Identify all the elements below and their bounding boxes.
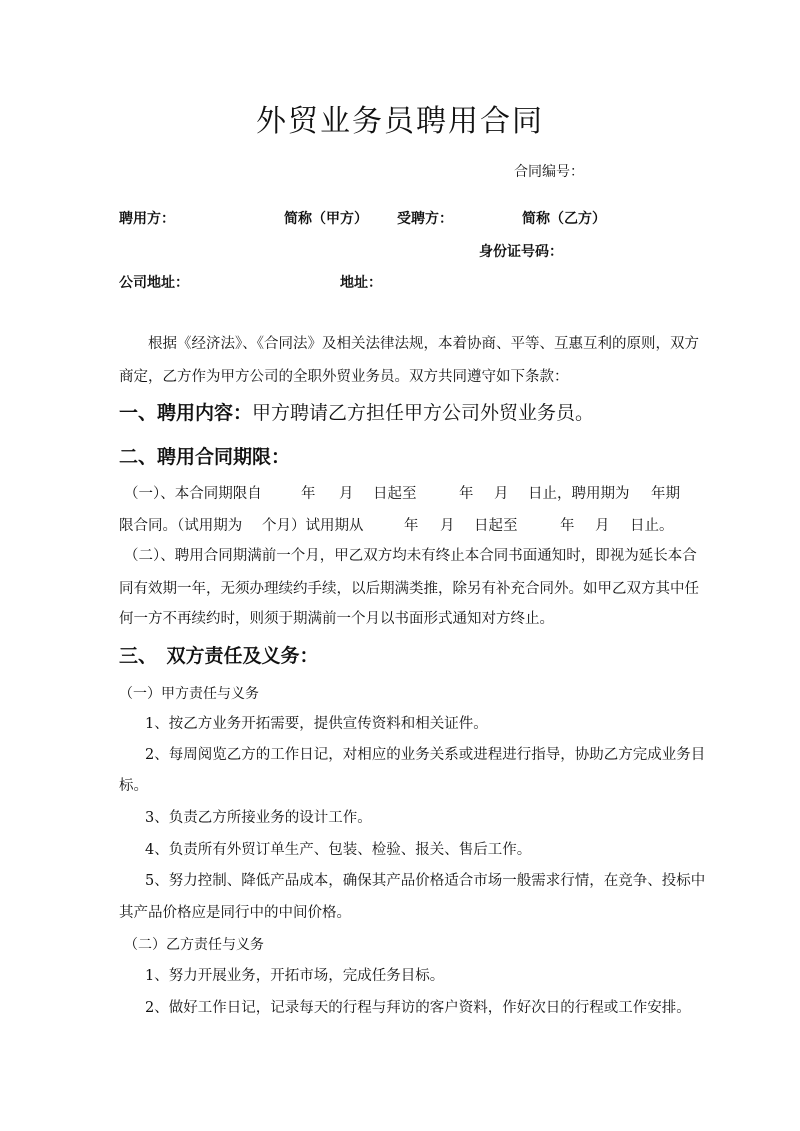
company-address-label: 公司地址：: [119, 275, 189, 291]
term-text: 日起至: [474, 518, 518, 534]
term-text: 年: [459, 486, 474, 502]
employer-short-label: 简称（甲方）: [284, 211, 368, 227]
term-text: 限合同。（试用期为: [119, 518, 243, 534]
term-text: （一）、本合同期限自: [124, 486, 262, 502]
term-text: 日止，聘用期为: [528, 486, 630, 502]
term-text: 年: [560, 518, 575, 534]
renewal-line-1: （二）、聘用合同期满前一个月，甲乙双方均未有终止本合同书面通知时，即视为延长本合: [124, 548, 697, 564]
intro-line-2: 商定，乙方作为甲方公司的全职外贸业务员。双方共同遵守如下条款：: [119, 369, 569, 385]
section-3-heading: 三、 双方责任及义务：: [119, 645, 319, 667]
renewal-line-3: 何一方不再续约时，则须于期满前一个月以书面形式通知对方终止。: [119, 611, 554, 627]
section-2-heading: 二、聘用合同期限：: [119, 446, 291, 468]
document-title: 外贸业务员聘用合同: [256, 104, 544, 139]
party-a-item: 3、负责乙方所接业务的设计工作。: [145, 810, 372, 826]
term-text: 月: [440, 518, 455, 534]
party-a-item: 其产品价格应是同行中的中间价格。: [119, 905, 351, 921]
party-b-item: 1、努力开展业务，开拓市场，完成任务目标。: [145, 968, 445, 984]
term-text: 月: [595, 518, 610, 534]
term-text: 月: [494, 486, 509, 502]
employer-label: 聘用方：: [119, 211, 175, 227]
address-label: 地址：: [340, 275, 382, 291]
term-text: 日起至: [373, 486, 417, 502]
term-text: 年: [301, 486, 316, 502]
party-b-item: 2、做好工作日记，记录每天的行程与拜访的客户资料，作好次日的行程或工作安排。: [145, 1000, 691, 1016]
employee-short-label: 简称（乙方）: [522, 211, 606, 227]
party-b-title: （二）乙方责任与义务: [124, 937, 264, 953]
renewal-line-2: 同有效期一年，无须办理续约手续，以后期满类推，除另有补充合同外。如甲乙双方其中任: [119, 581, 699, 597]
party-a-title: （一）甲方责任与义务: [119, 686, 259, 702]
intro-line-1: 根据《经济法》、《合同法》及相关法律法规，本着协商、平等、互惠互利的原则，双方: [148, 336, 699, 352]
party-a-item: 2、每周阅览乙方的工作日记，对相应的业务关系或进程进行指导，协助乙方完成业务目: [145, 747, 706, 763]
term-text: 个月）试用期从: [262, 518, 364, 534]
contract-number-label: 合同编号：: [514, 164, 584, 180]
term-text: 月: [339, 486, 354, 502]
term-text: 日止。: [630, 518, 674, 534]
section-1: [119, 398, 594, 425]
section-1-heading: 一、聘用内容：: [119, 402, 253, 424]
party-a-item: 5、努力控制、降低产品成本，确保其产品价格适合市场一般需求行情，在竞争、投标中: [145, 873, 706, 889]
section-1-text: 甲方聘请乙方担任甲方公司外贸业务员。: [252, 402, 595, 424]
id-number-label: 身份证号码：: [479, 244, 563, 260]
party-a-item: 标。: [119, 778, 148, 794]
term-text: 年: [404, 518, 419, 534]
term-text: 年期: [651, 486, 680, 502]
party-a-item: 4、负责所有外贸订单生产、包装、检验、报关、售后工作。: [145, 842, 532, 858]
employee-label: 受聘方：: [397, 211, 453, 227]
party-a-item: 1、按乙方业务开拓需要，提供宣传资料和相关证件。: [145, 716, 488, 732]
